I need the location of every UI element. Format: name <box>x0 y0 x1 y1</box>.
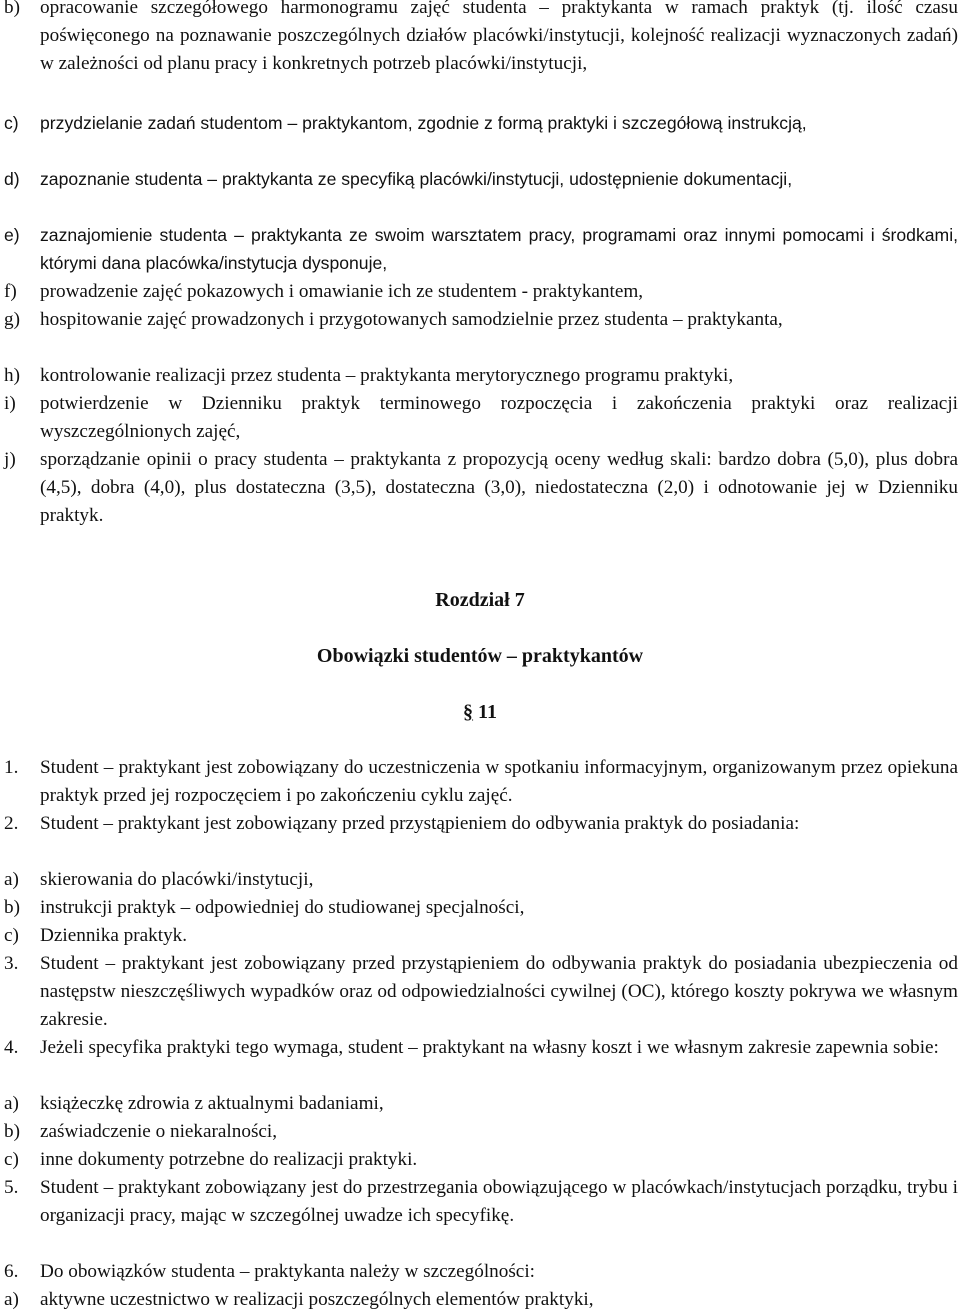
list-item <box>4 390 958 446</box>
list-item <box>4 1174 958 1230</box>
list-item-text: Student – praktykant zobowiązany jest do przestrzegania obowiązującego w placówkach/instytucjach porządku, trybu i organizacji pracy, mając w szczególnej uwadze ich specyfikę. <box>40 1177 958 1226</box>
list-item <box>4 362 958 390</box>
list-item-text: prowadzenie zajęć pokazowych i omawianie ich ze studentem - praktykantem, <box>40 281 644 302</box>
list-marker: 5. <box>4 1177 19 1198</box>
list-item <box>4 165 958 193</box>
list-marker: h) <box>4 365 20 386</box>
list-marker: a) <box>4 1289 19 1310</box>
chapter-title: Obowiązki studentów – praktykantów <box>316 645 644 667</box>
list-item <box>4 0 958 78</box>
list-item <box>4 1258 958 1286</box>
list-marker: g) <box>4 309 20 330</box>
list-item <box>4 221 958 277</box>
list-item-text: skierowania do placówki/instytucji, <box>40 869 314 890</box>
list-item <box>4 446 958 530</box>
list-marker: c) <box>4 113 19 133</box>
list-marker: e) <box>4 225 20 245</box>
list-item <box>4 278 958 306</box>
section-sign: § <box>463 701 474 723</box>
list-item <box>4 109 958 137</box>
list-marker: 4. <box>4 1037 19 1058</box>
list-marker: 2. <box>4 813 19 834</box>
list-marker: j) <box>4 449 16 470</box>
list-item-text: kontrolowanie realizacji przez studenta – praktykanta merytorycznego programu praktyki, <box>40 365 734 386</box>
list-marker: a) <box>4 1093 19 1114</box>
list-item-text: hospitowanie zajęć prowadzonych i przygotowanych samodzielnie przez studenta – praktykanta, <box>40 309 783 330</box>
paragraph-heading <box>0 698 960 726</box>
list-item-text: przydzielanie zadań studentom – praktykantom, zgodnie z formą praktyki i szczegółową instrukcją, <box>40 113 807 133</box>
list-item-text: zaznajomienie studenta – praktykanta ze swoim warsztatem pracy, programami oraz innymi pomocami i środkami, którymi dana placówka/instytucja dysponuje, <box>40 225 958 273</box>
list-item <box>4 1286 958 1314</box>
list-item <box>4 866 958 894</box>
list-item <box>4 1090 958 1118</box>
list-item-text: potwierdzenie w Dzienniku praktyk terminowego rozpoczęcia i zakończenia praktyki oraz realizacji wyszczególnionych zajęć, <box>40 393 958 442</box>
list-marker: 1. <box>4 757 19 778</box>
list-item <box>4 810 958 838</box>
list-marker: c) <box>4 1149 19 1170</box>
list-item-text: Jeżeli specyfika praktyki tego wymaga, student – praktykant na własny koszt i we własnym zakresie zapewnia sobie: <box>40 1037 939 1058</box>
list-item <box>4 894 958 922</box>
list-item-text: zapoznanie studenta – praktykanta ze specyfiką placówki/instytucji, udostępnienie dokumentacji, <box>40 169 793 189</box>
list-marker: b) <box>4 897 20 918</box>
list-item-text: książeczkę zdrowia z aktualnymi badaniami, <box>40 1093 384 1114</box>
list-item-text: Student – praktykant jest zobowiązany do uczestniczenia w spotkaniu informacyjnym, organizowanym przez opiekuna praktyk przed jej rozpoczęciem i po zakończeniu cyklu zajęć. <box>40 757 958 806</box>
list-item <box>4 922 958 950</box>
list-item-text: Do obowiązków studenta – praktykanta należy w szczególności: <box>40 1261 535 1282</box>
list-marker: b) <box>4 1121 20 1142</box>
list-item-text: Dziennika praktyk. <box>40 925 188 946</box>
list-item-text: zaświadczenie o niekaralności, <box>40 1121 278 1142</box>
list-item-text: aktywne uczestnictwo w realizacji poszczególnych elementów praktyki, <box>40 1289 594 1310</box>
list-item <box>4 754 958 810</box>
list-marker: f) <box>4 281 17 302</box>
list-item <box>4 1034 958 1062</box>
list-item <box>4 1146 958 1174</box>
list-marker: i) <box>4 393 16 414</box>
list-marker: 6. <box>4 1261 19 1282</box>
list-item-text: sporządzanie opinii o pracy studenta – praktykanta z propozycją oceny według skali: bardzo dobra (5,0), plus dobra (4,5), dobra (4,0), plus dostateczna (3,5), dostateczna (3,0), niedostateczna (2,0) i odnotowanie jej w Dzienniku praktyk. <box>40 449 958 526</box>
list-marker: d) <box>4 169 20 189</box>
list-item-text: inne dokumenty potrzebne do realizacji praktyki. <box>40 1149 418 1170</box>
list-marker: b) <box>4 0 20 18</box>
list-item-text: opracowanie szczegółowego harmonogramu zajęć studenta – praktykanta w ramach praktyk (tj. ilość czasu poświęconego na poznawanie poszczególnych działów placówki/instytucji, kolejność realizacji wyznaczonych zadań) w zależności od planu pracy i konkretnych potrzeb placówki/instytucji, <box>40 0 958 74</box>
list-item-text: instrukcji praktyk – odpowiedniej do studiowanej specjalności, <box>40 897 525 918</box>
list-marker: c) <box>4 925 19 946</box>
list-item <box>4 306 958 334</box>
list-marker: 3. <box>4 953 19 974</box>
list-item-text: Student – praktykant jest zobowiązany przed przystąpieniem do odbywania praktyk do posiadania ubezpieczenia od następstw nieszczęśliwych wypadków oraz od odpowiedzialności cywilnej (OC), którego koszty pokrywa we własnym zakresie. <box>40 953 958 1030</box>
section-number: 11 <box>478 701 497 723</box>
list-item <box>4 950 958 1034</box>
list-marker: a) <box>4 869 19 890</box>
chapter-number: Rozdział 7 <box>435 589 525 611</box>
list-item-text: Student – praktykant jest zobowiązany przed przystąpieniem do odbywania praktyk do posiadania: <box>40 813 800 834</box>
list-item <box>4 1118 958 1146</box>
